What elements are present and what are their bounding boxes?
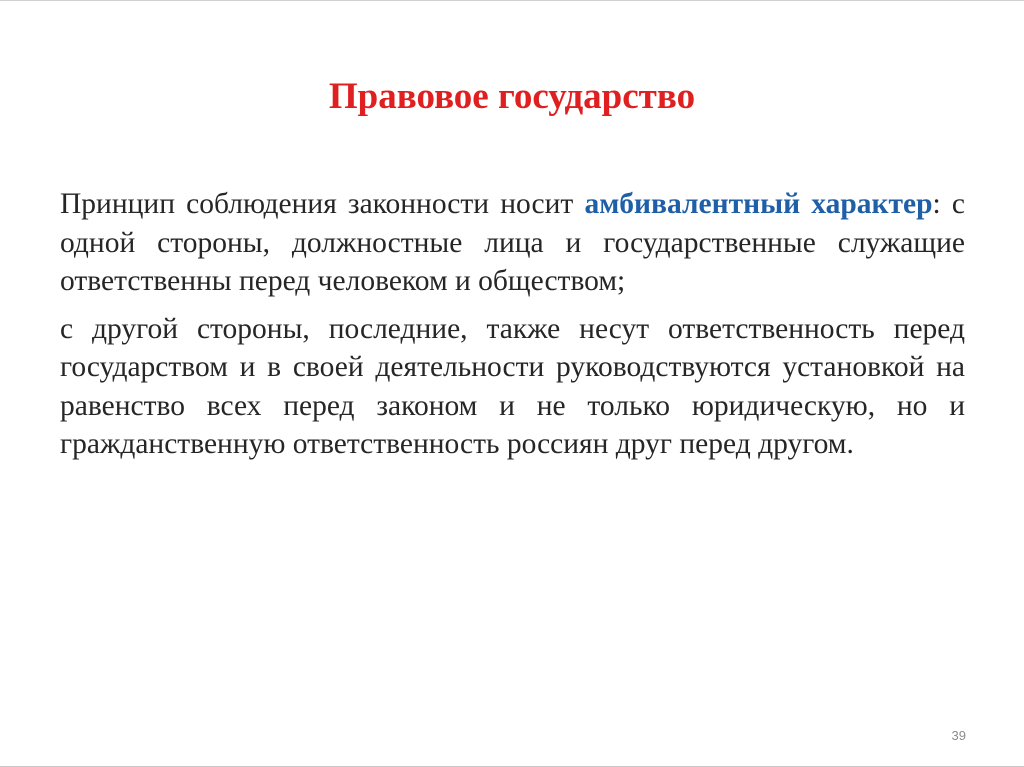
paragraph-2: с другой стороны, последние, также несут ответственность перед государством и в своей деятельности руководствуются установкой на равенство всех перед законом и не только юридическую, но и гражданственную ответственность россиян друг перед другом. — [60, 312, 965, 460]
slide-title: Правовое государство — [328, 76, 696, 117]
paragraph-1-lead: Принцип соблюдения законности носит — [60, 188, 585, 220]
slide-body — [60, 185, 965, 464]
page-number: 39 — [951, 728, 966, 743]
paragraph-1 — [60, 185, 965, 301]
paragraph-1-rest: : с одной стороны, должностные лица и государственные служащие ответственны перед человеком и обществом; — [60, 188, 965, 297]
paragraph-1-highlight: амбивалентный характер — [584, 188, 933, 220]
